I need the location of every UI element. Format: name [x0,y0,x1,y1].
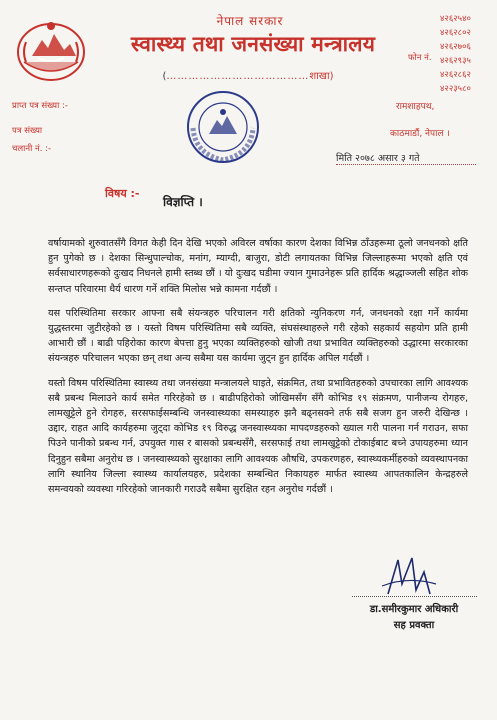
phone-number: ४२२३५८० [440,84,471,94]
signature-icon [378,554,438,600]
letter-date [336,151,420,164]
subject-title: विज्ञप्ति । [163,195,203,209]
body-paragraph: यस्तो विषम परिस्थितिमा स्वास्थ्य तथा जनसंख्या मन्त्रालयले घाइते, संक्रमित, तथा प्रभावितहरुको उपचारका लागि आवश्यक सबै प्रबन्ध मिलाउने कार्य समेत गरिरहेको छ । बाढीपहिरोको जोखिमसँग सँगै कोभिड १९ संक्रमण, पानीजन्य रोगहरु, लामखुट्टेले हुने रोगहरु, सरसफाईसम्बन्धि जनस्वास्थ्यका समस्याहरु झनै बढ्नसक्ने तर्फ सबै सजग हुन जरुरी देखिन्छ । उद्दार, राहत आदि कार्यहरुमा जुट्दा कोभिड १९ विरुद्ध जनस्वास्थ्यका मापदण्डहरुको ख्याल गरी पालना गर्न गराउन, सफा पिउने पानीको प्रबन्ध गर्न, उपयुक्त गास र बासको प्रबन्धसँगै, सरसफाई तथा लामखुट्टेको टोकाईबाट बच्ने उपायहरुमा ध्यान दिनुहुन सबैमा अनुरोध छ । जनस्वास्थ्यको सुरक्षाका लागि आवश्यक औषधि, उपकरणहरु, स्वास्थ्यकर्मीहरुको व्यवस्थापनका लागि स्थानिय जिल्ला स्वास्थ्य कार्यालयहरु, प्रदेशका सम्बन्धित निकायहरु मार्फत स्वास्थ्य आपतकालिन केन्द्रहरुले समन्वयको व्यवस्था गरिरहेको जानकारी गराउदै सबैमा सुरक्षित रहन अनुरोध गर्दछौं । [48,377,468,496]
phone-number: ४२६२७०६ [440,42,471,52]
address-line-2: काठमाडौं, नेपाल । [390,129,450,139]
branch-line [118,68,378,82]
phone-list [440,12,490,96]
letter-no-label: पत्र संख्या [12,126,43,136]
signature-dotted-line [352,596,477,597]
address-line-1: रामशाहपथ, [396,102,435,112]
ministry-heading: स्वास्थ्य तथा जनसंख्या मन्त्रालय [130,32,376,56]
date-text: मिति २०७८ असार ३ गते [336,153,420,164]
nepal-coat-of-arms-icon [14,18,88,84]
received-letter-no-label: प्राप्त पत्र संख्या :- [12,101,68,111]
phone-label: फोन नं. [408,53,432,63]
phone-number: ४२६२५४० [440,14,471,24]
date-underline [336,164,476,165]
phone-number: ४२६२८६२ [440,70,471,80]
government-heading: नेपाल सरकार [216,14,284,28]
ministry-seal-icon [185,88,261,166]
signatory-name: डा.समीरकुमार अधिकारी [369,604,459,615]
letter-body [48,236,468,506]
signatory-title: सह प्रवक्ता [393,620,435,631]
branch-suffix: शाखा) [309,71,334,82]
subject-label: विषय :- [105,187,140,200]
dispatch-no-label: चलानी नं. :- [12,144,52,154]
phone-number: ४२६२९३५ [440,56,471,66]
body-paragraph: यस परिस्थितिमा सरकार आफ्ना सबै संयन्त्रहरु परिचालन गरी क्षतिको न्युनिकरण गर्न, जनधनको रक्षा गर्ने कार्यमा युद्धस्तरमा जुटीरहेको छ । यस्तो विषम परिस्थितिमा सबै व्यक्ति, संघसंस्थाहरुले गरी रहेको सहकार्य सहयोग प्रति हामी आभारी छौं । बाढी पहिरोका कारण बेपत्ता हुनु भएका व्यक्तिहरुको खोजी तथा प्रभावित व्यक्तिहरुको उद्धारमा सरकारका संयन्त्रहरु परिचालन भएका छन् तथा अन्य सबैमा यस कार्यमा जुट्न हुन हार्दिक अपिल गर्दछौं । [48,307,468,365]
branch-dots: ………………………………… [166,71,310,82]
body-paragraph: वर्षायामको शुरुवातसँगै विगत केही दिन देखि भएको अविरल वर्षाका कारण देशका विभिन्न ठाँउहरूमा ठूलो जनधनको क्षति हुन पुगेको छ । देशका सिन्धुपाल्चोक, मनांग, म्याग्दी, बाजुरा, डोटी लगायतका विभिन्न जिल्लाहरूमा भएको क्षति एवं सर्वसाधारणहरूको दुःखद निधनले हामी स्तब्ध छौं । यो दुःखद घडीमा ज्यान गुमाउनेहरू प्रति हार्दिक श्रद्धाञ्जली सहित शोक सन्तप्त परिवारमा धैर्य धारण गर्ने शक्ति मिलोस भन्ने कामना गर्दछौं । [48,238,468,295]
phone-number: ४२६२८०२ [440,28,471,38]
branch-prefix: ( [162,71,167,82]
